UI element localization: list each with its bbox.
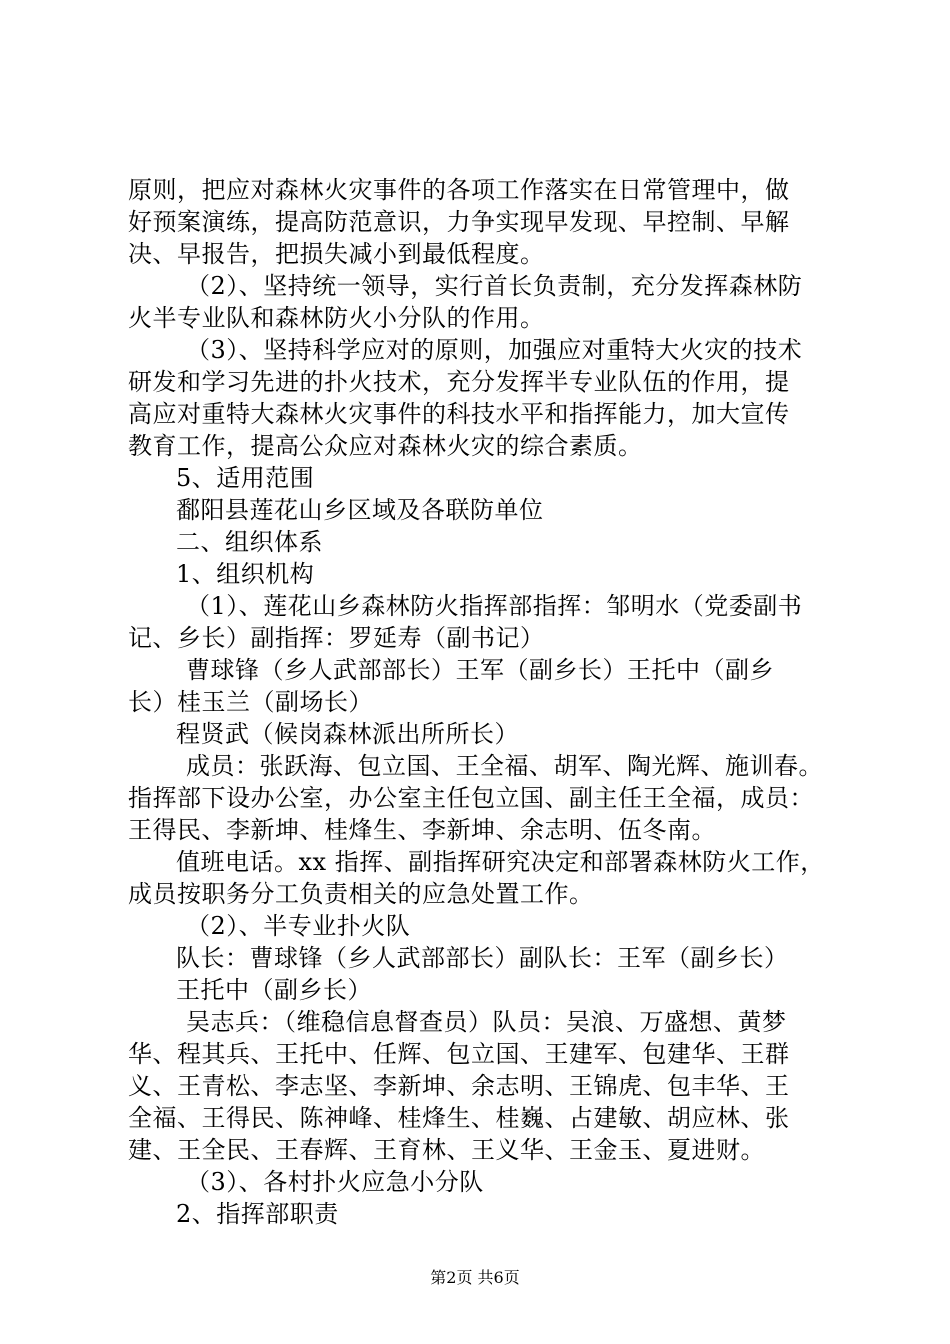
text-line: （1）、莲花山乡森林防火指挥部指挥：邹明水（党委副书 [186,592,803,620]
text-line: 成员按职务分工负责相关的应急处置工作。 [128,880,594,908]
text-line: 研发和学习先进的扑火技术，充分发挥半专业队伍的作用，提 [128,368,790,396]
text-line: 吴志兵：（维稳信息督查员）队员：吴浪、万盛想、黄梦 [186,1008,787,1036]
text-line: 义、王青松、李志坚、李新坤、余志明、王锦虎、包丰华、王 [128,1072,790,1100]
text-line: （3）、坚持科学应对的原则，加强应对重特大火灾的技术 [186,336,803,364]
text-line: 决、早报告，把损失减小到最低程度。 [128,240,545,268]
text-line: 好预案演练，提高防范意识，力争实现早发现、早控制、早解 [128,208,790,236]
text-line: 王托中（副乡长） [176,976,372,1004]
text-line: 全福、王得民、陈神峰、桂烽生、桂巍、占建敏、胡应林、张 [128,1104,790,1132]
text-line: （2）、坚持统一领导，实行首长负责制，充分发挥森林防 [186,272,803,300]
text-line: （3）、各村扑火应急小分队 [186,1168,484,1196]
text-line: 记、乡长）副指挥：罗延寿（副书记） [128,624,545,652]
text-line: 华、程其兵、王托中、任辉、包立国、王建军、包建华、王群 [128,1040,790,1068]
text-line: （2）、半专业扑火队 [186,912,411,940]
page-number-footer: 第2页 共6页 [430,1268,520,1287]
section-heading: 二、组织体系 [176,528,323,556]
text-line: 值班电话。xx 指挥、副指挥研究决定和部署森林防火工作， [176,848,825,876]
section-heading: 5、适用范围 [176,464,315,492]
text-line: 队长：曹球锋（乡人武部部长）副队长：王军（副乡长） [176,944,789,972]
section-heading: 1、组织机构 [176,560,315,588]
text-line: 指挥部下设办公室，办公室主任包立国、副主任王全福，成员： [128,784,814,812]
text-line: 教育工作，提高公众应对森林火灾的综合素质。 [128,432,643,460]
text-line: 火半专业队和森林防火小分队的作用。 [128,304,545,332]
text-line: 曹球锋（乡人武部部长）王军（副乡长）王托中（副乡 [186,656,774,684]
text-line: 鄱阳县莲花山乡区域及各联防单位 [176,496,544,524]
text-line: 程贤武（候岗森林派出所所长） [176,720,519,748]
text-line: 长）桂玉兰（副场长） [128,688,373,716]
text-line: 成员：张跃海、包立国、王全福、胡军、陶光辉、施训春。 [186,752,823,780]
text-line: 建、王全民、王春辉、王育林、王义华、王金玉、夏进财。 [128,1136,765,1164]
document-body [128,174,832,1230]
text-line: 王得民、李新坤、桂烽生、李新坤、余志明、伍冬南。 [128,816,716,844]
text-line: 高应对重特大森林火灾事件的科技水平和指挥能力，加大宣传 [128,400,790,428]
text-line: 原则，把应对森林火灾事件的各项工作落实在日常管理中，做 [128,176,790,204]
section-heading: 2、指挥部职责 [176,1200,339,1228]
